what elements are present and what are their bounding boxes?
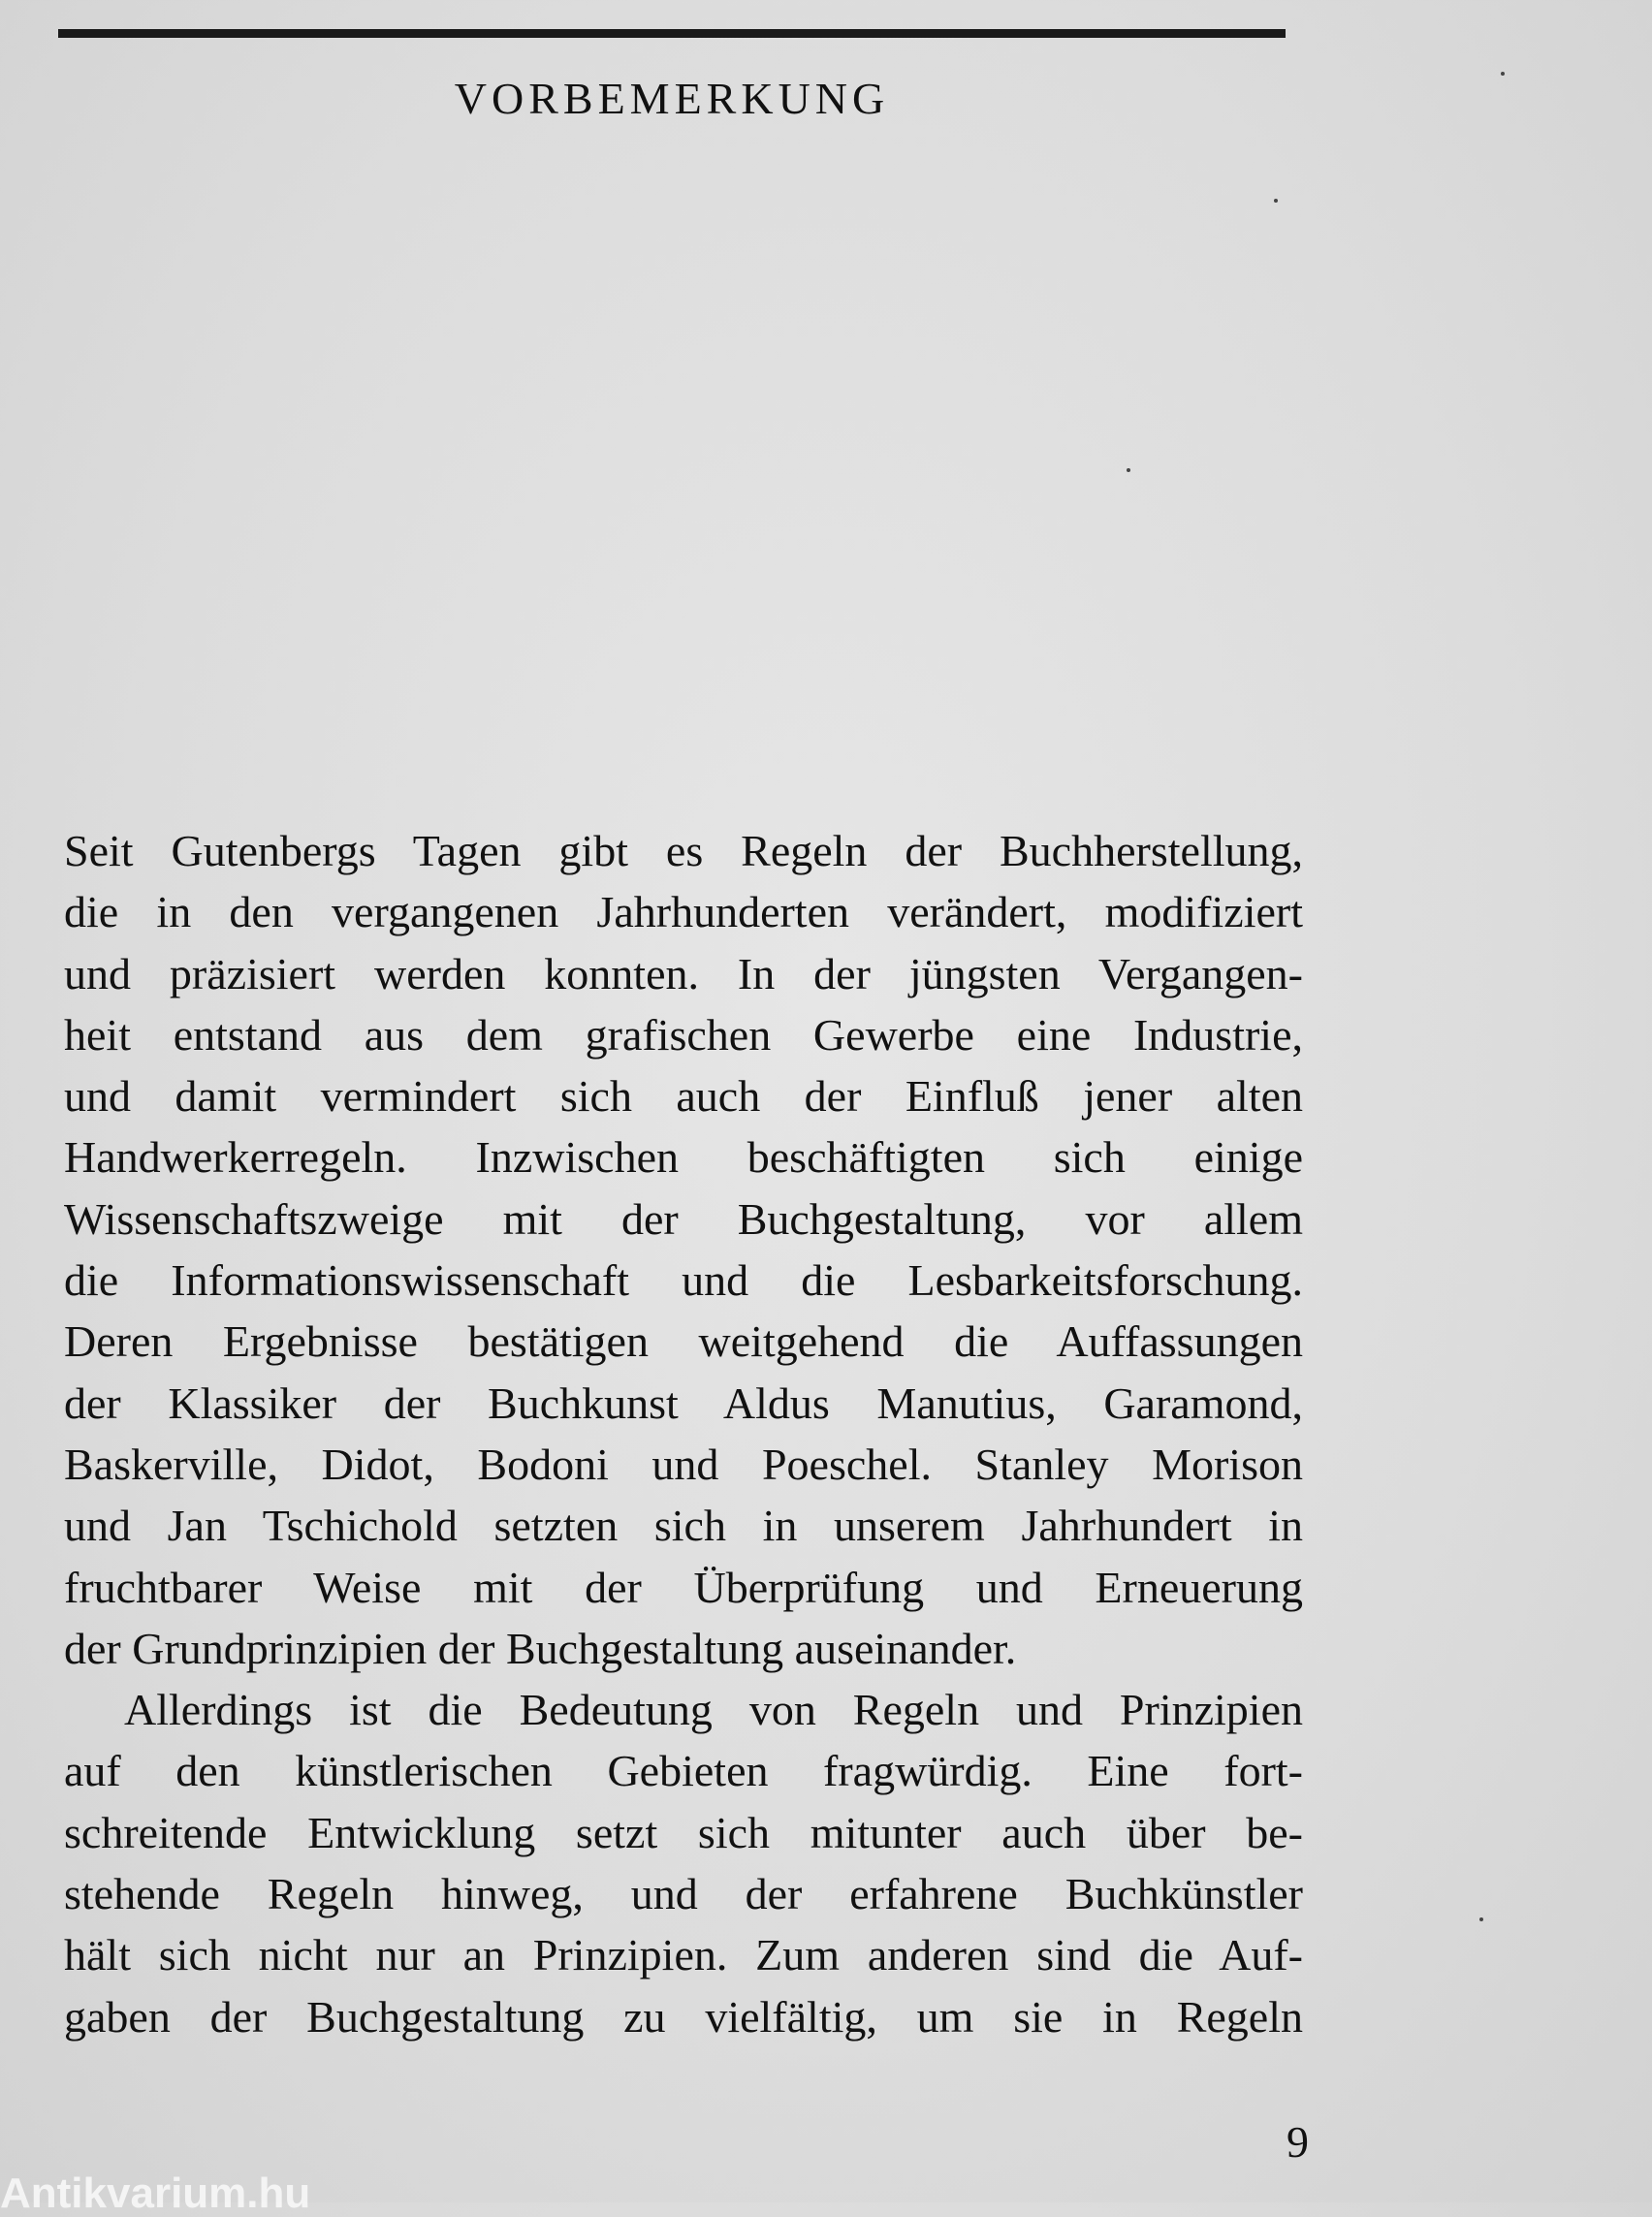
page-title: VORBEMERKUNG — [454, 74, 890, 123]
dust-speck — [1127, 468, 1130, 472]
text-line: auf den künstlerischen Gebieten fragwürdig. Eine fort- — [64, 1746, 1303, 1796]
dust-speck — [1501, 72, 1505, 76]
text-line: der Klassiker der Buchkunst Aldus Manutius, Garamond, — [64, 1378, 1303, 1428]
text-line: Deren Ergebnisse bestätigen weitgehend die Auffassungen — [64, 1316, 1303, 1367]
text-line: Handwerkerregeln. Inzwischen beschäftigten sich einige — [64, 1132, 1303, 1183]
text-line: Allerdings ist die Bedeutung von Regeln und Prinzipien — [124, 1685, 1303, 1735]
text-line: schreitende Entwicklung setzt sich mitunter auch über be- — [64, 1807, 1303, 1857]
top-rule — [58, 29, 1286, 38]
text-line: heit entstand aus dem grafischen Gewerbe eine Industrie, — [64, 1009, 1303, 1060]
page-number: 9 — [1287, 2117, 1309, 2167]
dust-speck — [1479, 1917, 1483, 1921]
text-line: Wissenschaftszweige mit der Buchgestaltung, vor allem — [64, 1193, 1303, 1244]
text-line: die Informationswissenschaft und die Lesbarkeitsforschung. — [64, 1255, 1303, 1306]
dust-speck — [1274, 199, 1278, 203]
text-line: und präzisiert werden konnten. In der jüngsten Vergangen- — [64, 948, 1303, 998]
body-text — [64, 820, 1303, 2047]
text-line: stehende Regeln hinweg, und der erfahrene Buchkünstler — [64, 1869, 1303, 1919]
text-line: gaben der Buchgestaltung zu vielfältig, um sie in Regeln — [64, 1991, 1303, 2042]
text-line: die in den vergangenen Jahrhunderten verändert, modifiziert — [64, 887, 1303, 937]
text-line: fruchtbarer Weise mit der Überprüfung und Erneuerung — [64, 1562, 1303, 1612]
text-line: der Grundprinzipien der Buchgestaltung auseinander. — [64, 1623, 1017, 1673]
text-line: hält sich nicht nur an Prinzipien. Zum anderen sind die Auf- — [64, 1930, 1303, 1980]
text-line: und damit vermindert sich auch der Einfluß jener alten — [64, 1071, 1303, 1122]
watermark: Antikvarium.hu — [0, 2169, 311, 2217]
text-line: und Jan Tschichold setzten sich in unserem Jahrhundert in — [64, 1501, 1303, 1551]
text-line: Seit Gutenbergs Tagen gibt es Regeln der Buchherstellung, — [64, 826, 1303, 875]
text-line: Baskerville, Didot, Bodoni und Poeschel. Stanley Morison — [64, 1439, 1303, 1489]
